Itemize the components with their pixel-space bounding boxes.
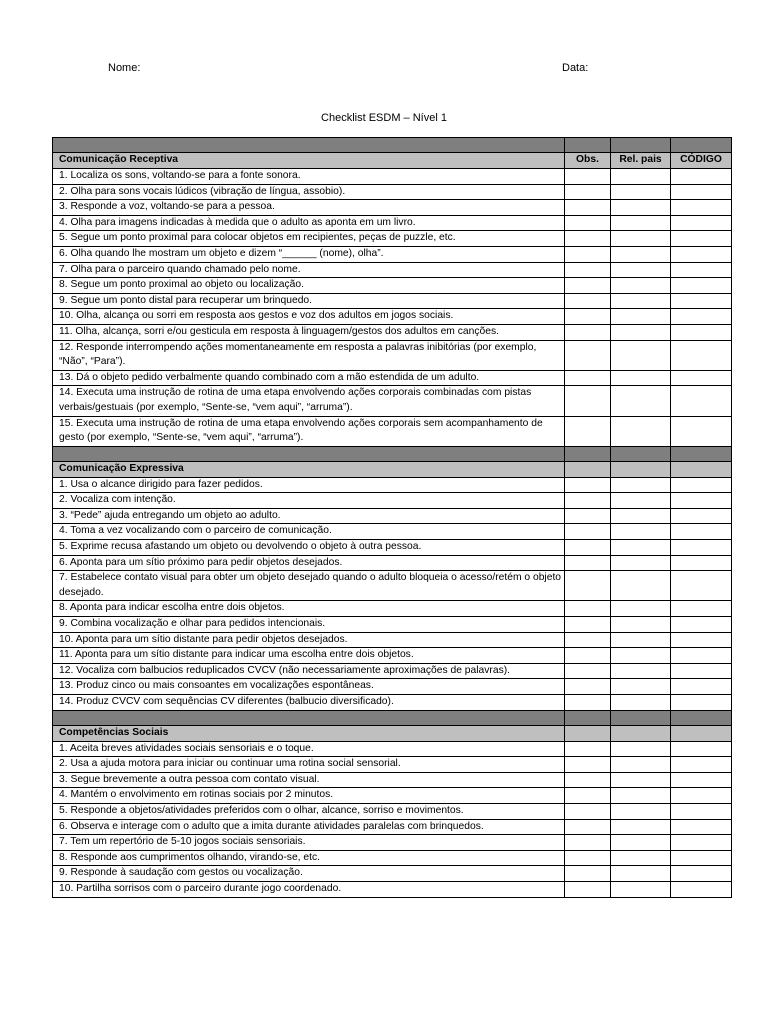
checklist-row [53,340,732,370]
item-text: 4. Mantém o envolvimento em rotinas sociais por 2 minutos. [53,788,565,804]
checklist-row [53,757,732,773]
rel-pais-cell[interactable] [611,866,671,882]
section-divider [53,446,732,461]
checklist-table [52,137,732,898]
item-text: 3. “Pede” ajuda entregando um objeto ao adulto. [53,508,565,524]
item-text: 11. Olha, alcança, sorri e/ou gesticula em resposta à linguagem/gestos dos adultos em canções. [53,324,565,340]
section-header [53,725,732,741]
rel-pais-cell[interactable] [611,293,671,309]
checklist-row [53,246,732,262]
rel-pais-cell[interactable] [611,215,671,231]
item-text: 13. Dá o objeto pedido verbalmente quando combinado com a mão estendida de um adulto. [53,370,565,386]
obs-cell[interactable] [565,293,611,309]
column-rel-pais-header: Rel. pais [611,153,671,169]
checklist-row [53,493,732,509]
section-title: Competências Sociais [53,725,565,741]
item-text: 8. Responde aos cumprimentos olhando, virando-se, etc. [53,850,565,866]
obs-cell[interactable] [565,881,611,897]
obs-cell[interactable] [565,278,611,294]
codigo-cell[interactable] [671,246,732,262]
checklist-row [53,309,732,325]
codigo-cell[interactable] [671,324,732,340]
document-title: Checklist ESDM – Nível 1 [321,112,447,124]
section-title: Comunicação Receptiva [53,153,565,169]
rel-pais-cell[interactable] [611,819,671,835]
rel-pais-cell[interactable] [611,262,671,278]
rel-pais-cell[interactable] [611,184,671,200]
rel-pais-cell[interactable] [611,695,671,711]
item-text: 7. Olha para o parceiro quando chamado pelo nome. [53,262,565,278]
divider-cell [611,138,671,153]
checklist-row [53,632,732,648]
codigo-cell[interactable] [671,477,732,493]
obs-cell[interactable] [565,803,611,819]
checklist-row [53,571,732,601]
item-text: 8. Aponta para indicar escolha entre dois objetos. [53,601,565,617]
obs-cell[interactable] [565,679,611,695]
rel-pais-cell[interactable] [611,648,671,664]
checklist-row [53,555,732,571]
checklist-row [53,324,732,340]
checklist-row [53,215,732,231]
item-text: 11. Aponta para um sítio distante para indicar uma escolha entre dois objetos. [53,648,565,664]
rel-pais-cell[interactable] [611,617,671,633]
item-text: 7. Tem um repertório de 5-10 jogos sociais sensoriais. [53,835,565,851]
checklist-row [53,416,732,446]
rel-pais-cell[interactable] [611,324,671,340]
name-label: Nome: [108,62,141,74]
item-text: 8. Segue um ponto proximal ao objeto ou localização. [53,278,565,294]
section-header-cell [565,461,611,477]
checklist-row [53,866,732,882]
item-text: 10. Partilha sorrisos com o parceiro durante jogo coordenado. [53,881,565,897]
codigo-cell[interactable] [671,757,732,773]
obs-cell[interactable] [565,648,611,664]
item-text: 6. Olha quando lhe mostram um objeto e dizem “______ (nome), olha”. [53,246,565,262]
codigo-cell[interactable] [671,679,732,695]
obs-cell[interactable] [565,835,611,851]
checklist-row [53,601,732,617]
obs-cell[interactable] [565,632,611,648]
codigo-cell[interactable] [671,340,732,370]
rel-pais-cell[interactable] [611,788,671,804]
obs-cell[interactable] [565,772,611,788]
checklist-row [53,803,732,819]
rel-pais-cell[interactable] [611,386,671,416]
codigo-cell[interactable] [671,493,732,509]
checklist-row [53,278,732,294]
checklist-row [53,679,732,695]
divider-cell [53,710,565,725]
checklist-row [53,663,732,679]
obs-cell[interactable] [565,184,611,200]
checklist-row [53,835,732,851]
section-header-cell [611,461,671,477]
obs-cell[interactable] [565,819,611,835]
checklist-row [53,819,732,835]
item-text: 7. Estabelece contato visual para obter um objeto desejado quando o adulto bloqueia o acesso/retém o objeto desejado. [53,571,565,601]
rel-pais-cell[interactable] [611,200,671,216]
item-text: 12. Responde interrompendo ações momentaneamente em resposta a palavras inibitórias (por exemplo, “Não”, “Para”). [53,340,565,370]
item-text: 13. Produz cinco ou mais consoantes em vocalizações espontâneas. [53,679,565,695]
rel-pais-cell[interactable] [611,571,671,601]
codigo-cell[interactable] [671,184,732,200]
item-text: 1. Aceita breves atividades sociais sensoriais e o toque. [53,741,565,757]
checklist-row [53,648,732,664]
obs-cell[interactable] [565,601,611,617]
checklist-row [53,262,732,278]
checklist-row [53,169,732,185]
obs-cell[interactable] [565,540,611,556]
divider-cell [611,446,671,461]
section-divider [53,710,732,725]
rel-pais-cell[interactable] [611,508,671,524]
section-header [53,153,732,169]
section-divider [53,138,732,153]
obs-cell[interactable] [565,386,611,416]
obs-cell[interactable] [565,866,611,882]
section-header-cell [611,725,671,741]
checklist-row [53,741,732,757]
codigo-cell[interactable] [671,632,732,648]
codigo-cell[interactable] [671,663,732,679]
section-header-cell [671,725,732,741]
divider-cell [53,446,565,461]
codigo-cell[interactable] [671,262,732,278]
checklist-row [53,850,732,866]
codigo-cell[interactable] [671,555,732,571]
codigo-cell[interactable] [671,540,732,556]
rel-pais-cell[interactable] [611,540,671,556]
checklist-row [53,477,732,493]
rel-pais-cell[interactable] [611,663,671,679]
rel-pais-cell[interactable] [611,416,671,446]
obs-cell[interactable] [565,741,611,757]
codigo-cell[interactable] [671,648,732,664]
codigo-cell[interactable] [671,772,732,788]
checklist-row [53,508,732,524]
date-label: Data: [562,62,589,74]
obs-cell[interactable] [565,757,611,773]
codigo-cell[interactable] [671,741,732,757]
rel-pais-cell[interactable] [611,340,671,370]
checklist-row [53,788,732,804]
item-text: 14. Executa uma instrução de rotina de uma etapa envolvendo ações corporais combinadas com pistas verbais/gestuais (por exemplo, “Sente-se, “vem aqui”, “arruma”). [53,386,565,416]
obs-cell[interactable] [565,370,611,386]
rel-pais-cell[interactable] [611,524,671,540]
codigo-cell[interactable] [671,524,732,540]
codigo-cell[interactable] [671,278,732,294]
rel-pais-cell[interactable] [611,741,671,757]
checklist-row [53,540,732,556]
obs-cell[interactable] [565,508,611,524]
obs-cell[interactable] [565,571,611,601]
rel-pais-cell[interactable] [611,493,671,509]
checklist-row [53,386,732,416]
codigo-cell[interactable] [671,508,732,524]
item-text: 3. Responde a voz, voltando-se para a pessoa. [53,200,565,216]
divider-cell [53,138,565,153]
checklist-row [53,524,732,540]
rel-pais-cell[interactable] [611,278,671,294]
obs-cell[interactable] [565,169,611,185]
obs-cell[interactable] [565,231,611,247]
divider-cell [671,138,732,153]
divider-cell [565,710,611,725]
section-header-cell [565,725,611,741]
section-header-cell [671,461,732,477]
obs-cell[interactable] [565,215,611,231]
item-text: 2. Vocaliza com intenção. [53,493,565,509]
item-text: 4. Olha para imagens indicadas à medida que o adulto as aponta em um livro. [53,215,565,231]
item-text: 10. Aponta para um sítio distante para pedir objetos desejados. [53,632,565,648]
rel-pais-cell[interactable] [611,679,671,695]
obs-cell[interactable] [565,663,611,679]
obs-cell[interactable] [565,695,611,711]
obs-cell[interactable] [565,324,611,340]
divider-cell [671,710,732,725]
item-text: 1. Usa o alcance dirigido para fazer pedidos. [53,477,565,493]
section-header [53,461,732,477]
codigo-cell[interactable] [671,231,732,247]
item-text: 2. Usa a ajuda motora para iniciar ou continuar uma rotina social sensorial. [53,757,565,773]
item-text: 6. Aponta para um sítio próximo para pedir objetos desejados. [53,555,565,571]
obs-cell[interactable] [565,246,611,262]
rel-pais-cell[interactable] [611,370,671,386]
codigo-cell[interactable] [671,617,732,633]
obs-cell[interactable] [565,262,611,278]
codigo-cell[interactable] [671,881,732,897]
item-text: 9. Responde à saudação com gestos ou vocalização. [53,866,565,882]
item-text: 3. Segue brevemente a outra pessoa com contato visual. [53,772,565,788]
item-text: 14. Produz CVCV com sequências CV diferentes (balbucio diversificado). [53,695,565,711]
item-text: 1. Localiza os sons, voltando-se para a fonte sonora. [53,169,565,185]
obs-cell[interactable] [565,524,611,540]
obs-cell[interactable] [565,493,611,509]
item-text: 15. Executa uma instrução de rotina de uma etapa envolvendo ações corporais sem acompanhamento de gesto (por exemplo, “Sente-se, “vem aqui”, “arruma”). [53,416,565,446]
codigo-cell[interactable] [671,386,732,416]
rel-pais-cell[interactable] [611,555,671,571]
codigo-cell[interactable] [671,215,732,231]
item-text: 9. Segue um ponto distal para recuperar um brinquedo. [53,293,565,309]
rel-pais-cell[interactable] [611,601,671,617]
checklist-row [53,370,732,386]
rel-pais-cell[interactable] [611,477,671,493]
checklist-row [53,184,732,200]
codigo-cell[interactable] [671,788,732,804]
section-title: Comunicação Expressiva [53,461,565,477]
obs-cell[interactable] [565,788,611,804]
column-obs-header: Obs. [565,153,611,169]
item-text: 5. Exprime recusa afastando um objeto ou devolvendo o objeto à outra pessoa. [53,540,565,556]
divider-cell [565,446,611,461]
rel-pais-cell[interactable] [611,246,671,262]
rel-pais-cell[interactable] [611,881,671,897]
obs-cell[interactable] [565,555,611,571]
checklist-row [53,695,732,711]
rel-pais-cell[interactable] [611,309,671,325]
codigo-cell[interactable] [671,309,732,325]
obs-cell[interactable] [565,309,611,325]
checklist-row [53,200,732,216]
item-text: 9. Combina vocalização e olhar para pedidos intencionais. [53,617,565,633]
codigo-cell[interactable] [671,835,732,851]
codigo-cell[interactable] [671,601,732,617]
rel-pais-cell[interactable] [611,169,671,185]
item-text: 5. Responde a objetos/atividades preferidos com o olhar, alcance, sorriso e movimentos. [53,803,565,819]
divider-cell [671,446,732,461]
codigo-cell[interactable] [671,695,732,711]
codigo-cell[interactable] [671,571,732,601]
rel-pais-cell[interactable] [611,850,671,866]
rel-pais-cell[interactable] [611,632,671,648]
obs-cell[interactable] [565,340,611,370]
obs-cell[interactable] [565,477,611,493]
column-codigo-header: CÓDIGO [671,153,732,169]
item-text: 10. Olha, alcança ou sorri em resposta aos gestos e voz dos adultos em jogos sociais. [53,309,565,325]
item-text: 4. Toma a vez vocalizando com o parceiro de comunicação. [53,524,565,540]
codigo-cell[interactable] [671,293,732,309]
obs-cell[interactable] [565,416,611,446]
item-text: 12. Vocaliza com balbucios reduplicados CVCV (não necessariamente aproximações de palavras). [53,663,565,679]
checklist-row [53,881,732,897]
checklist-row [53,617,732,633]
item-text: 5. Segue um ponto proximal para colocar objetos em recipientes, peças de puzzle, etc. [53,231,565,247]
codigo-cell[interactable] [671,850,732,866]
codigo-cell[interactable] [671,169,732,185]
rel-pais-cell[interactable] [611,803,671,819]
codigo-cell[interactable] [671,416,732,446]
checklist-row [53,231,732,247]
obs-cell[interactable] [565,617,611,633]
rel-pais-cell[interactable] [611,757,671,773]
checklist-row [53,772,732,788]
divider-cell [565,138,611,153]
obs-cell[interactable] [565,850,611,866]
codigo-cell[interactable] [671,370,732,386]
item-text: 6. Observa e interage com o adulto que a imita durante atividades paralelas com brinquedos. [53,819,565,835]
codigo-cell[interactable] [671,200,732,216]
codigo-cell[interactable] [671,819,732,835]
divider-cell [611,710,671,725]
item-text: 2. Olha para sons vocais lúdicos (vibração de língua, assobio). [53,184,565,200]
checklist-row [53,293,732,309]
obs-cell[interactable] [565,200,611,216]
codigo-cell[interactable] [671,803,732,819]
rel-pais-cell[interactable] [611,231,671,247]
rel-pais-cell[interactable] [611,772,671,788]
rel-pais-cell[interactable] [611,835,671,851]
codigo-cell[interactable] [671,866,732,882]
